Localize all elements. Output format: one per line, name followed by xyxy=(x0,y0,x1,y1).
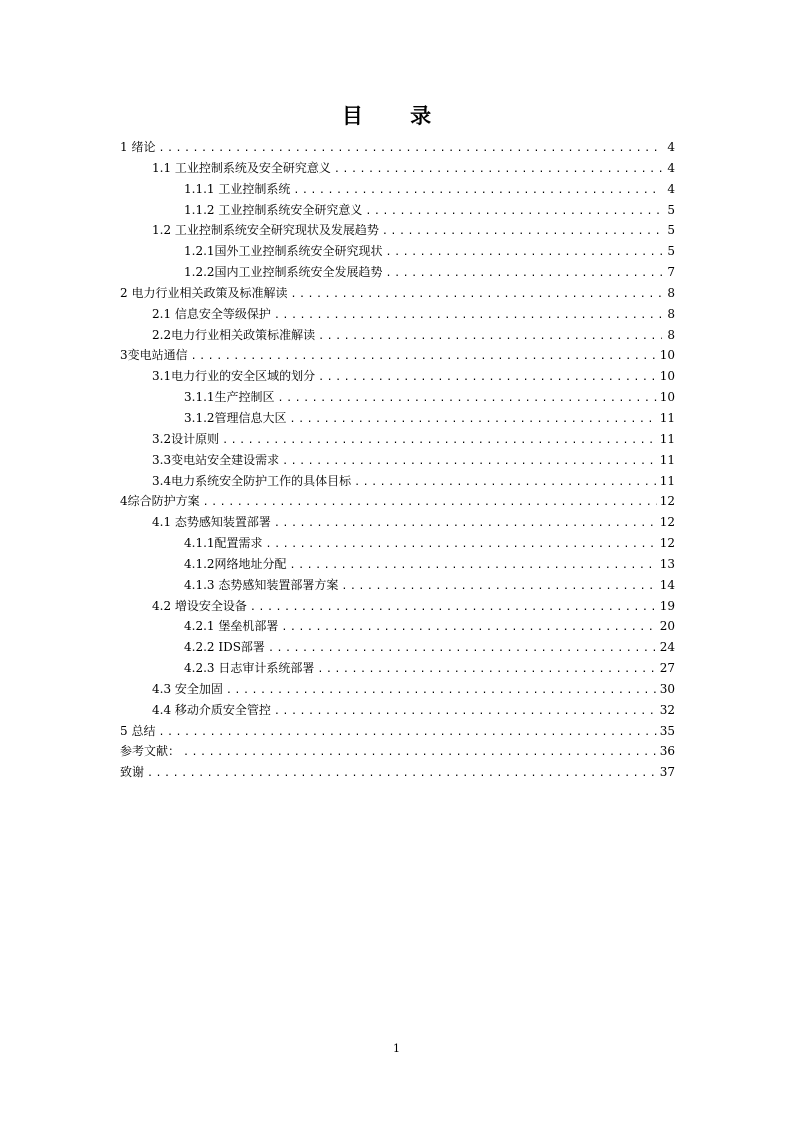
toc-leader-dots xyxy=(274,702,657,723)
toc-leader-dots xyxy=(158,139,662,160)
toc-entry[interactable] xyxy=(120,658,675,679)
toc-entry-page: 32 xyxy=(659,702,675,717)
toc-entry-page: 35 xyxy=(659,723,675,738)
toc-entry-title: 2 电力行业相关政策及标准解读 xyxy=(120,285,288,300)
toc-entry-title: 2.1 信息安全等级保护 xyxy=(152,306,271,321)
toc-entry-title: 3变电站通信 xyxy=(120,348,188,363)
toc-entry-page: 37 xyxy=(659,765,675,780)
toc-entry[interactable] xyxy=(120,554,675,575)
toc-entry-page: 24 xyxy=(659,640,675,655)
toc-entry[interactable] xyxy=(120,408,675,429)
toc-entry-title: 4.1.1配置需求 xyxy=(184,536,263,551)
toc-leader-dots xyxy=(274,306,662,327)
toc-entry-title: 4.2 增设安全设备 xyxy=(152,598,247,613)
toc-leader-dots xyxy=(382,222,662,243)
toc-entry-title: 5 总结 xyxy=(120,723,156,738)
toc-entry-page: 5 xyxy=(667,223,675,238)
toc-leader-dots xyxy=(266,535,657,556)
toc-entry[interactable] xyxy=(120,762,675,783)
toc-entry[interactable] xyxy=(120,741,675,762)
toc-entry[interactable] xyxy=(120,596,675,617)
toc-entry-page: 11 xyxy=(659,473,675,488)
toc-entry-page: 19 xyxy=(659,598,675,613)
toc-entry-page: 10 xyxy=(659,390,675,405)
toc-entry[interactable] xyxy=(120,679,675,700)
toc-entry-page: 10 xyxy=(659,369,675,384)
toc-entry[interactable] xyxy=(120,158,675,179)
toc-entry-page: 8 xyxy=(667,285,675,300)
toc-entry-page: 7 xyxy=(667,265,675,280)
toc-entry-title: 2.2电力行业相关政策标准解读 xyxy=(152,327,316,342)
toc-leader-dots xyxy=(293,181,662,202)
toc-entry-page: 11 xyxy=(659,410,675,425)
toc-leader-dots xyxy=(222,431,657,452)
toc-leader-dots xyxy=(365,202,662,223)
toc-entry[interactable] xyxy=(120,471,675,492)
toc-entry-title: 4.1 态势感知装置部署 xyxy=(152,515,271,530)
toc-entry-page: 8 xyxy=(667,306,675,321)
toc-entry[interactable] xyxy=(120,179,675,200)
toc-entry-title: 3.4电力系统安全防护工作的具体目标 xyxy=(152,473,352,488)
toc-entry-title: 4.2.2 IDS部署 xyxy=(184,640,265,655)
toc-entry-page: 5 xyxy=(667,244,675,259)
toc-entry-title: 1.2 工业控制系统安全研究现状及发展趋势 xyxy=(152,223,379,238)
toc-entry-page: 5 xyxy=(667,202,675,217)
toc-entry[interactable] xyxy=(120,450,675,471)
toc-entry-title: 4.1.3 态势感知装置部署方案 xyxy=(184,577,339,592)
toc-leader-dots xyxy=(147,764,657,785)
toc-entry[interactable] xyxy=(120,533,675,554)
toc-entry-title: 1.1.2 工业控制系统安全研究意义 xyxy=(184,202,363,217)
toc-leader-dots xyxy=(281,618,656,639)
toc-entry-page: 20 xyxy=(659,619,675,634)
toc-leader-dots xyxy=(250,598,657,619)
toc-entry-page: 12 xyxy=(659,536,675,551)
toc-entry[interactable] xyxy=(120,325,675,346)
toc-entry-title: 3.1.2管理信息大区 xyxy=(184,410,287,425)
toc-entry-title: 4.2.3 日志审计系统部署 xyxy=(184,661,315,676)
toc-entry[interactable] xyxy=(120,575,675,596)
toc-entry-title: 4.4 移动介质安全管控 xyxy=(152,702,271,717)
toc-entry-page: 4 xyxy=(667,140,675,154)
toc-leader-dots xyxy=(290,285,662,306)
toc-leader-dots xyxy=(226,681,657,702)
toc-entry-page: 8 xyxy=(667,327,675,342)
toc-entry-page: 27 xyxy=(659,661,675,676)
toc-entry[interactable] xyxy=(120,345,675,366)
toc-entry-title: 4综合防护方案 xyxy=(120,494,200,509)
page-number: 1 xyxy=(393,1042,400,1055)
table-of-contents xyxy=(120,137,675,783)
page-title: 目 录 xyxy=(341,104,452,128)
toc-leader-dots xyxy=(386,264,662,285)
toc-entry-title: 1 绪论 xyxy=(120,140,156,154)
toc-leader-dots xyxy=(317,660,656,681)
toc-entry-page: 12 xyxy=(659,494,675,509)
toc-entry[interactable] xyxy=(120,137,675,158)
toc-entry-page: 11 xyxy=(659,452,675,467)
toc-entry[interactable] xyxy=(120,220,675,241)
toc-entry-title: 1.2.1国外工业控制系统安全研究现状 xyxy=(184,244,383,259)
toc-leader-dots xyxy=(158,723,656,744)
toc-entry[interactable] xyxy=(120,512,675,533)
toc-entry[interactable] xyxy=(120,366,675,387)
toc-entry-page: 13 xyxy=(659,556,675,571)
toc-leader-dots xyxy=(203,493,657,514)
toc-leader-dots xyxy=(268,639,657,660)
toc-entry-page: 36 xyxy=(659,744,675,759)
toc-entry-page: 10 xyxy=(659,348,675,363)
toc-entry[interactable] xyxy=(120,241,675,262)
toc-leader-dots xyxy=(282,452,657,473)
toc-entry-title: 3.2设计原则 xyxy=(152,431,220,446)
toc-entry-title: 1.1 工业控制系统及安全研究意义 xyxy=(152,160,331,175)
toc-entry-title: 3.1.1生产控制区 xyxy=(184,390,275,405)
toc-entry-title: 4.2.1 堡垒机部署 xyxy=(184,619,279,634)
toc-leader-dots xyxy=(191,347,657,368)
toc-leader-dots xyxy=(274,514,657,535)
toc-leader-dots xyxy=(354,473,657,494)
toc-entry-title: 1.1.1 工业控制系统 xyxy=(184,181,291,196)
toc-leader-dots xyxy=(341,577,656,598)
toc-entry-page: 11 xyxy=(659,431,675,446)
toc-entry-page: 4 xyxy=(667,181,675,196)
toc-entry-title: 致谢 xyxy=(120,765,145,780)
toc-entry-title: 4.3 安全加固 xyxy=(152,681,223,696)
toc-entry-page: 14 xyxy=(659,577,675,592)
toc-entry-title: 4.1.2网络地址分配 xyxy=(184,556,287,571)
toc-leader-dots xyxy=(386,243,662,264)
toc-leader-dots xyxy=(183,743,657,764)
toc-entry-page: 4 xyxy=(667,160,675,175)
toc-leader-dots xyxy=(334,160,662,181)
toc-entry[interactable] xyxy=(120,304,675,325)
toc-entry[interactable] xyxy=(120,721,675,742)
toc-entry-page: 12 xyxy=(659,515,675,530)
toc-entry-page: 30 xyxy=(659,681,675,696)
toc-entry[interactable] xyxy=(120,700,675,721)
toc-leader-dots xyxy=(290,410,657,431)
toc-leader-dots xyxy=(290,556,657,577)
toc-entry[interactable] xyxy=(120,262,675,283)
toc-entry[interactable] xyxy=(120,637,675,658)
toc-leader-dots xyxy=(318,327,662,348)
toc-entry-title: 参考文献： xyxy=(120,744,181,759)
toc-entry[interactable] xyxy=(120,491,675,512)
toc-entry-title: 1.2.2国内工业控制系统安全发展趋势 xyxy=(184,265,383,280)
toc-entry[interactable] xyxy=(120,616,675,637)
toc-entry-title: 3.3变电站安全建设需求 xyxy=(152,452,280,467)
toc-entry-title: 3.1电力行业的安全区域的划分 xyxy=(152,369,316,384)
toc-leader-dots xyxy=(278,389,657,410)
toc-entry[interactable] xyxy=(120,200,675,221)
toc-leader-dots xyxy=(318,368,657,389)
toc-entry[interactable] xyxy=(120,387,675,408)
toc-entry[interactable] xyxy=(120,429,675,450)
toc-entry[interactable] xyxy=(120,283,675,304)
